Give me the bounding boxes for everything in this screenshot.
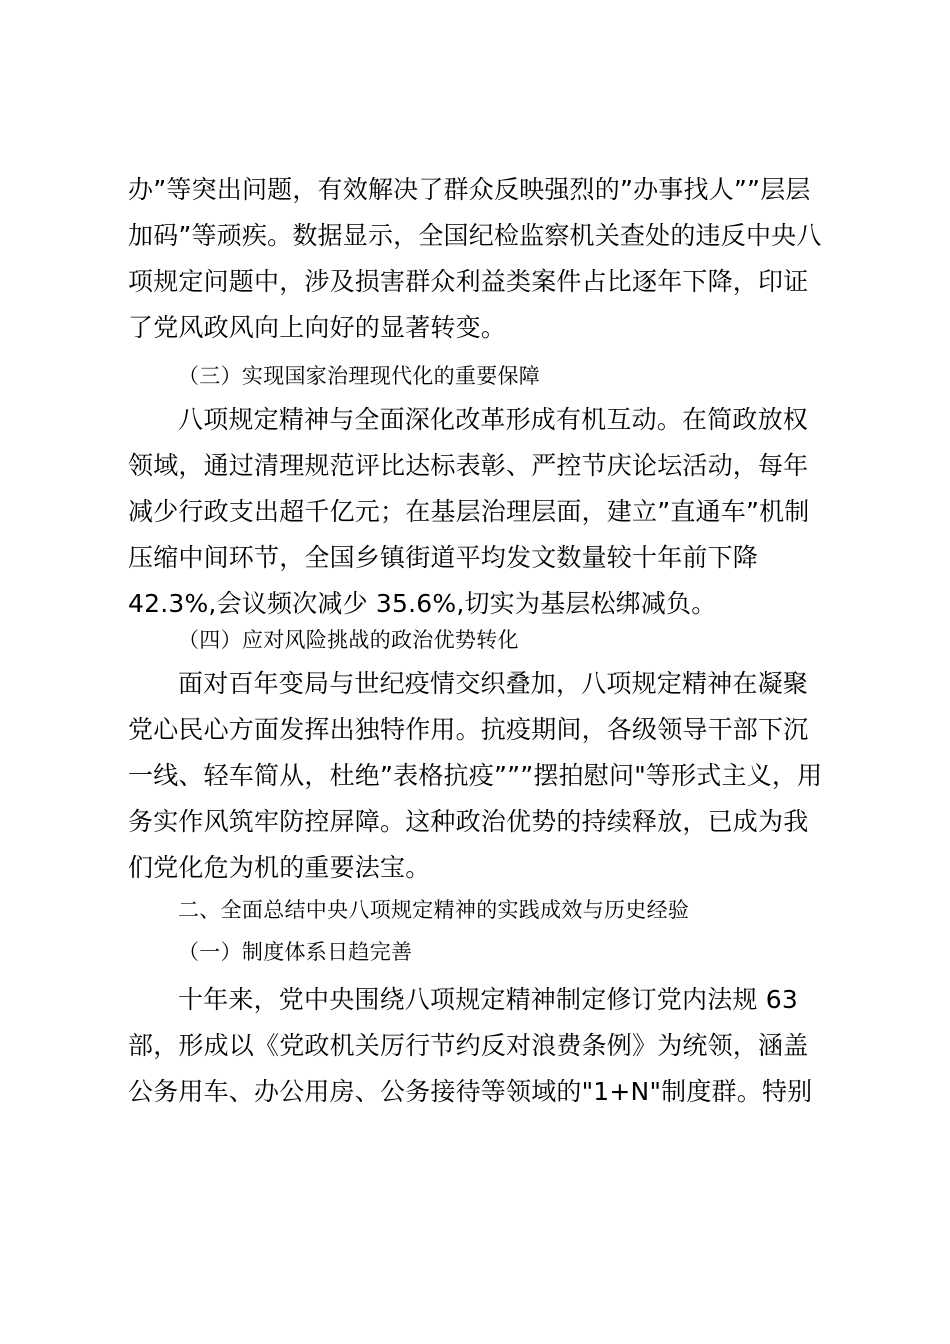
paragraph-line: 了党风政风向上向好的显著转变。 [128, 313, 507, 342]
section-heading: （四）应对风险挑战的政治优势转化 [178, 628, 519, 652]
paragraph-line: 加码”等顽疾。数据显示，全国纪检监察机关查处的违反中央八 [128, 221, 822, 250]
paragraph-line: 十年来，党中央围绕八项规定精神制定修订党内法规 63 [178, 985, 798, 1014]
paragraph-line: 八项规定精神与全面深化改革形成有机互动。在简政放权 [178, 405, 809, 434]
paragraph-line: 压缩中间环节，全国乡镇街道平均发文数量较十年前下降 [128, 543, 759, 572]
section-heading: （一）制度体系日趋完善 [178, 940, 413, 964]
paragraph-line: 务实作风筑牢防控屏障。这种政治优势的持续释放，已成为我 [128, 807, 809, 836]
section-heading: （三）实现国家治理现代化的重要保障 [178, 364, 541, 388]
paragraph-line: 面对百年变局与世纪疫情交织叠加，八项规定精神在凝聚 [178, 669, 809, 698]
paragraph-line: 一线、轻车简从，杜绝”表格抗疫”””摆拍慰问"等形式主义，用 [128, 761, 823, 790]
paragraph-line: 减少行政支出超千亿元；在基层治理层面，建立”直通车”机制 [128, 497, 810, 526]
paragraph-line: 们党化危为机的重要法宝。 [128, 853, 431, 882]
paragraph-line: 项规定问题中，涉及损害群众利益类案件占比逐年下降，印证 [128, 267, 809, 296]
chapter-heading: 二、全面总结中央八项规定精神的实践成效与历史经验 [178, 898, 690, 922]
paragraph-line: 领域，通过清理规范评比达标表彰、严控节庆论坛活动，每年 [128, 451, 809, 480]
paragraph-line: 办”等突出问题，有效解决了群众反映强烈的”办事找人””层层 [128, 175, 811, 204]
paragraph-line: 公务用车、办公用房、公务接待等领域的"1+N"制度群。特别 [128, 1077, 813, 1106]
paragraph-line: 42.3%,会议频次减少 35.6%,切实为基层松绑减负。 [128, 589, 717, 618]
paragraph-line: 部，形成以《党政机关厉行节约反对浪费条例》为统领，涵盖 [128, 1031, 809, 1060]
paragraph-line: 党心民心方面发挥出独特作用。抗疫期间，各级领导干部下沉 [128, 715, 809, 744]
